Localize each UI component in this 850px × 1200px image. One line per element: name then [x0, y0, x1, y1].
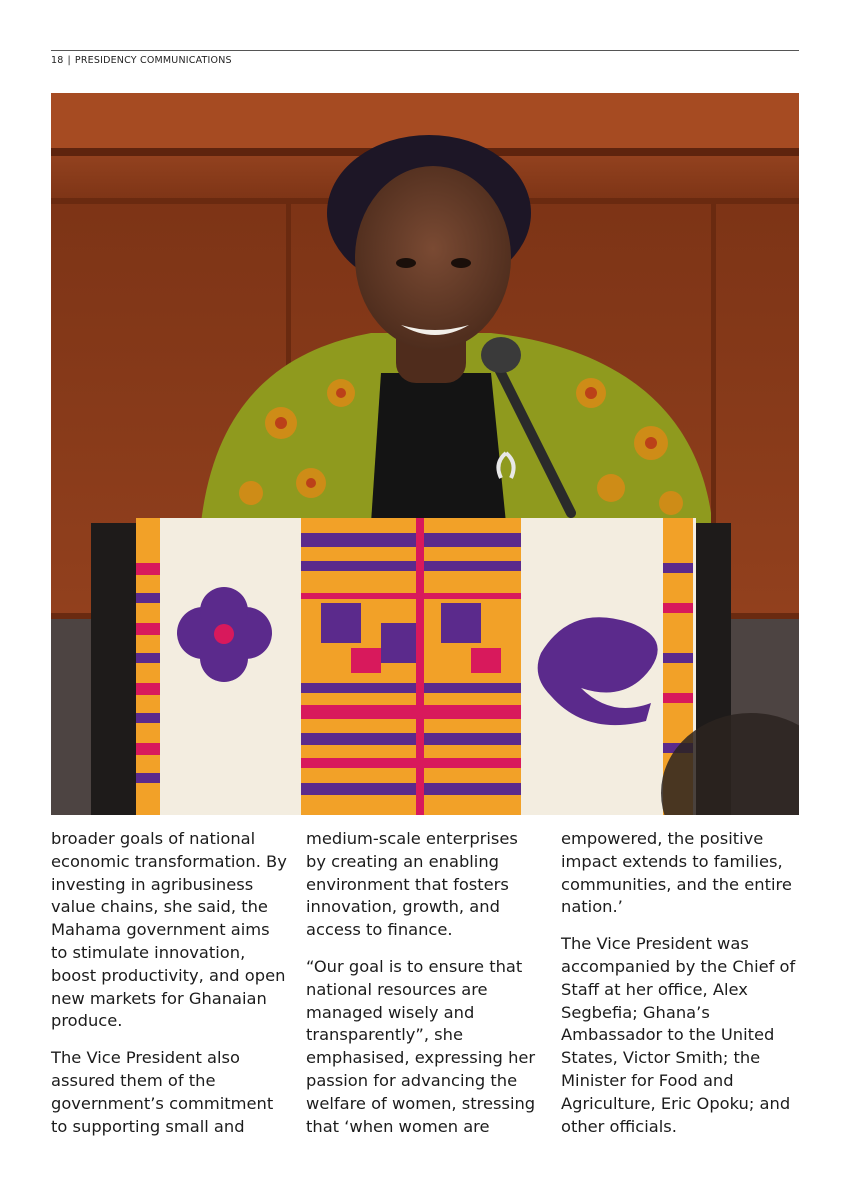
- section-title: PRESIDENCY COMMUNICATIONS: [74, 55, 232, 66]
- eye-right: [451, 258, 471, 268]
- text-column-2: [306, 828, 542, 1152]
- text-column-3: [561, 828, 797, 1152]
- header-rule: [51, 50, 799, 51]
- paragraph: “Our goal is to ensure that national resources are managed wisely and transparently”, she emphasised, expressing her passion for advancing the welfare of women, stressing that ‘when women are: [306, 956, 536, 1136]
- photo-illustration: [51, 93, 799, 815]
- running-header: [51, 55, 232, 66]
- kente-cloth: [136, 518, 696, 815]
- paragraph: empowered, the positive impact extends to families, communities, and the entire nation.’: [561, 829, 792, 917]
- paragraph: The Vice President was accompanied by the Chief of Staff at her office, Alex Segbefia; Ghana’s Ambassador to the United States, Victor Smith; the Minister for Food and Agriculture, Eric Opoku; and other officials.: [561, 934, 796, 1136]
- eye-left: [396, 258, 416, 268]
- paragraph: broader goals of national economic transformation. By investing in agribusiness value chains, she said, the Mahama government aims to stimulate innovation, boost productivity, and open new markets for Ghanaian produce.: [51, 829, 287, 1031]
- page-number: 18: [51, 55, 64, 66]
- header-separator: |: [67, 55, 71, 66]
- face: [355, 166, 511, 350]
- paragraph: The Vice President also assured them of the government’s commitment to supporting small and: [51, 1048, 274, 1136]
- photo-vice-president-at-podium: [51, 93, 799, 815]
- black-blouse: [371, 373, 506, 523]
- paragraph: medium-scale enterprises by creating an enabling environment that fosters innovation, growth, and access to finance.: [306, 829, 518, 940]
- text-column-1: [51, 828, 287, 1152]
